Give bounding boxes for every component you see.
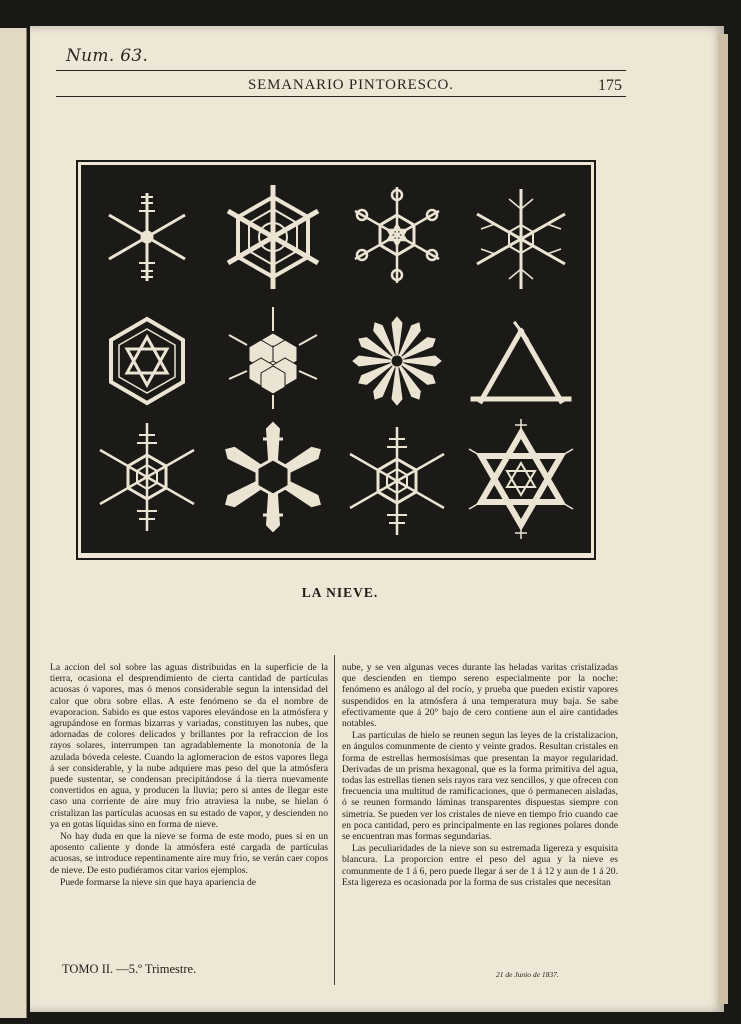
left-page-spine xyxy=(0,28,27,1018)
paragraph: No hay duda en que la nieve se forma de este modo, pues si en un aposento caliente y donde la atmósfera esté cargada de partículas acuosas, se introduce repentinamente aire muy frio, se verán caer copos de nieve. De esto pudiéramos citar varios ejemplos. xyxy=(50,831,328,876)
page-number: 175 xyxy=(598,77,622,94)
paragraph: nube, y se ven algunas veces durante las heladas varitas cristalizadas que descienden en tiempo sereno especialmente por la noche: fenómeno es análogo al del rocío, y prueba que pueden existir vapores suspendidos en la atmósfera á una temperatura muy baja. Se sabe efectivamente que á 20° bajo de cero contiene aun el aire cantidades notables. xyxy=(342,662,618,730)
article-title: LA NIEVE. xyxy=(301,585,379,600)
snowflake-plate-svg xyxy=(81,165,591,553)
snowflake-illustration xyxy=(81,165,591,553)
paragraph: La accion del sol sobre las aguas distribuidas en la superficie de la tierra, ocasiona el desprendimiento de cierta cantidad de partículas acuosas ó vapores, mas ó menos considerable segun la intensidad del calor que obra sobre ellas. A este fenómeno se da el nombre de evaporacion. Sabido es que estos vapores elevándose en la atmósfera y agrupándose en formas bizarras y variadas, constituyen las nubes, que adornadas de colores delicados y brillantes por la refraccion de los rayos solares, interrumpen tan agradablemente la monotonía de la azulada bóveda celeste. Cuando la aglomeracion de estos vapores llega á ser considerable, y la nube adquiere mas peso del que la atmósfera puede sustentar, se condensan precipitándose á la tierra nuevamente convertidos en agua, y producen la lluvia; pero si antes de llegar este caso una corriente de aire muy frio atraviesa la nube, se hielan ó cristalizan las partículas acuosas en su estado de vapor, y descienden no ya en gotas líquidas sino en forma de nieve. xyxy=(50,662,328,830)
paragraph: Las partículas de hielo se reunen segun las leyes de la cristalizacion, en ángulos comunmente de ciento y veinte grados. Resultan cristales en forma de estrellas hermosísimas que presentan la mayor regularidad. Derivadas de un prisma hexagonal, que es la forma primitiva del agua, todas las estrellas tienen seis rayos rara vez sencillos, y que ofrecen con frecuencia una multitud de ramificaciones, que ó permanecen aisladas, ó se reunen formando láminas transparentes dispuestas siempre con simetría. Se pueden ver los cristales de nieve en tiempo frio cuando cae en poca cantidad, pero es principalmente en las regiones polares donde se encuentran mas formas segundarias. xyxy=(342,730,618,843)
issue-number: Num. 63. xyxy=(66,46,149,66)
paragraph: Las peculiaridades de la nieve son su estremada ligereza y esquisita blancura. La proporcion entre el peso del agua y la nieve es comunmente de 1 á 6, pero puede llegar á ser de 1 á 12 y aun de 1 á 20. Esta ligereza es ocasionada por la forma de sus cristales que necesitan xyxy=(342,843,618,888)
article-column-1 xyxy=(50,662,328,889)
header-rule-top xyxy=(56,70,626,71)
volume-footer: TOMO II. —5.º Trimestre. xyxy=(62,962,197,976)
column-divider xyxy=(334,655,335,985)
paragraph: Puede formarse la nieve sin que haya apariencia de xyxy=(60,876,257,888)
header-rule-bottom xyxy=(56,96,626,97)
date-footer: 21 de Junio de 1837. xyxy=(496,970,559,979)
journal-title: SEMANARIO PINTORESCO. xyxy=(248,77,454,93)
page-edge xyxy=(718,34,728,1004)
article-column-2 xyxy=(342,662,618,889)
